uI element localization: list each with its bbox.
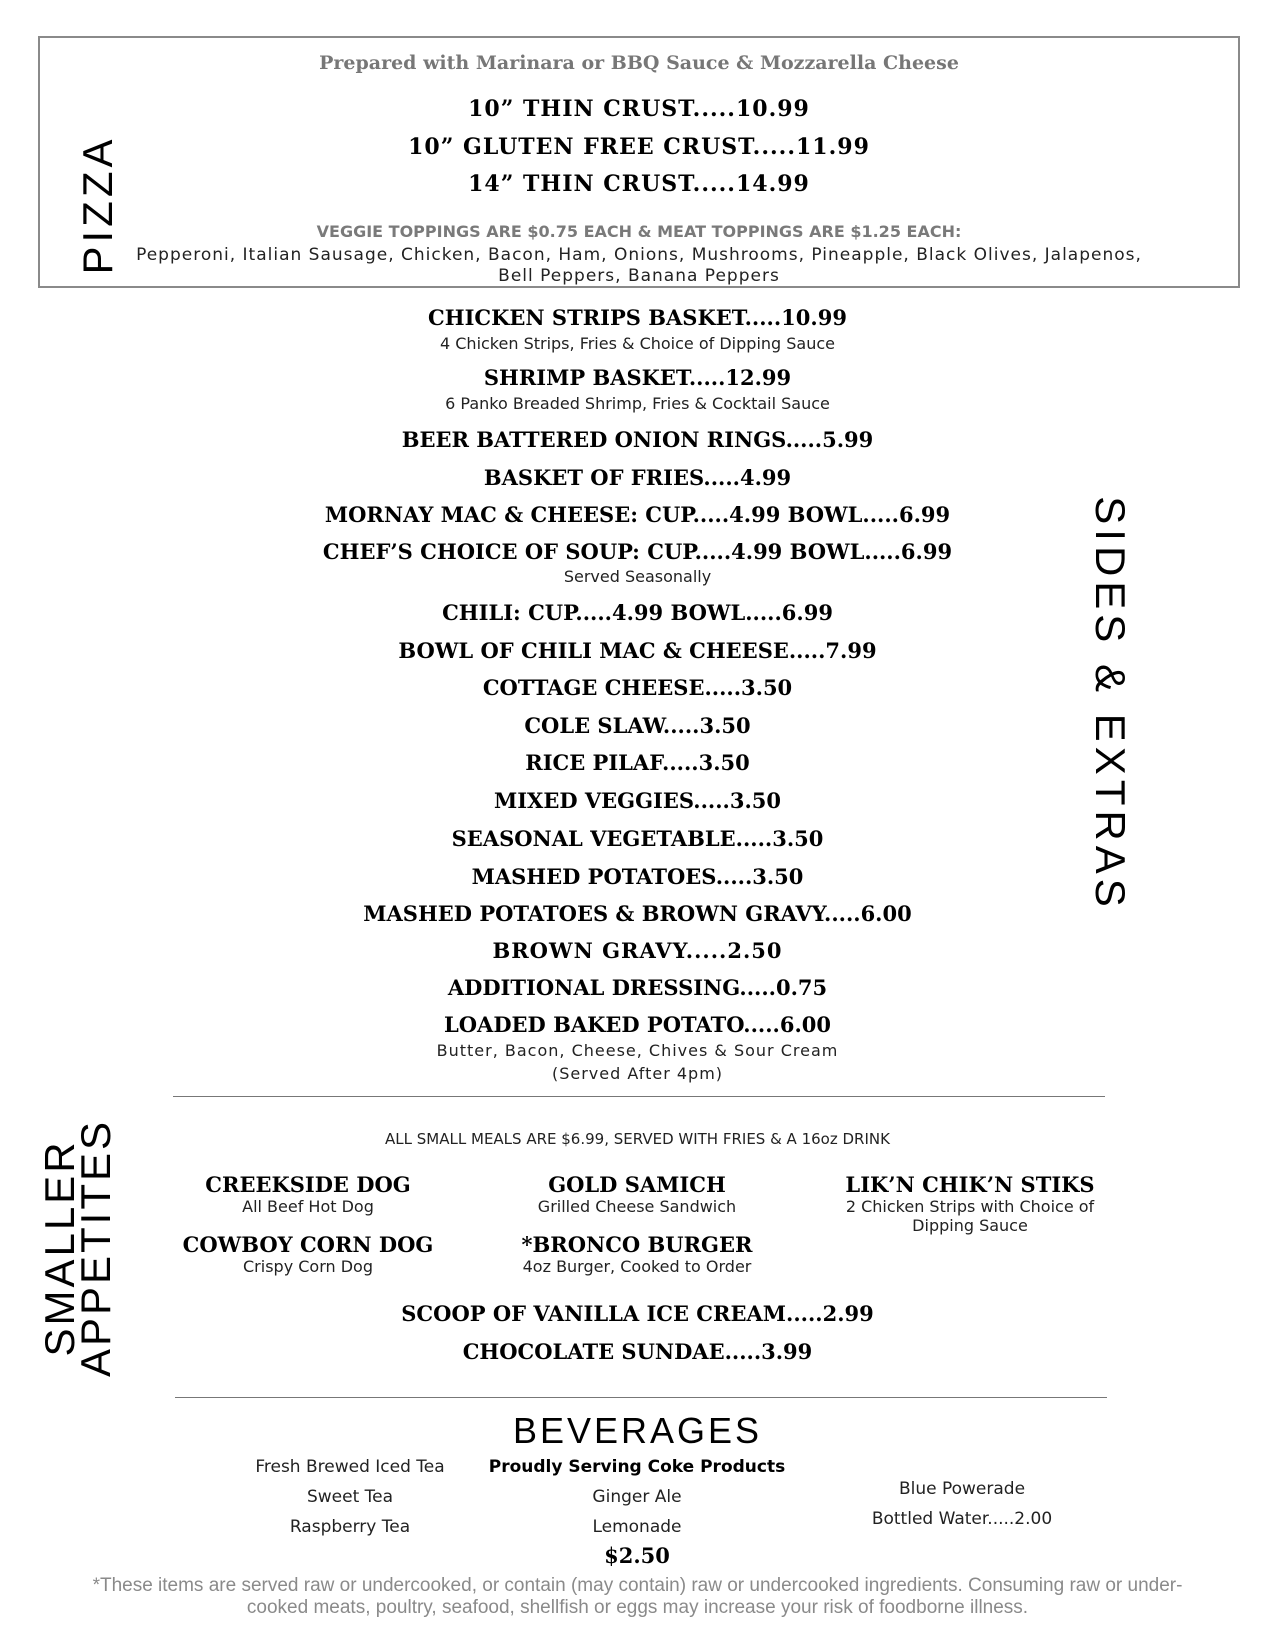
smaller-label-line1: SMALLER (36, 1139, 83, 1357)
footnote-line: cooked meats, poultry, seafood, shellfish or eggs may increase your risk of foodborne illness. (246, 1597, 1029, 1618)
small-meal-desc: Grilled Cheese Sandwich (537, 1197, 737, 1216)
pizza-section-label: PIZZA (74, 135, 121, 275)
pizza-item: 10” THIN CRUST.....10.99 (468, 96, 810, 122)
menu-item-title: BASKET OF FRIES.....4.99 (483, 465, 792, 490)
menu-item-title: MIXED VEGGIES.....3.50 (493, 788, 781, 813)
menu-item-desc: 4 Chicken Strips, Fries & Choice of Dipping Sauce (439, 334, 836, 353)
menu-item-title: SEASONAL VEGETABLE.....3.50 (451, 826, 824, 851)
section-divider (173, 1096, 1105, 1097)
small-meal-title: *BRONCO BURGER (521, 1232, 753, 1257)
menu-item-desc: Butter, Bacon, Cheese, Chives & Sour Cream (436, 1041, 839, 1060)
menu-item-title: SHRIMP BASKET.....12.99 (483, 365, 792, 390)
menu-item-desc: (Served After 4pm) (551, 1064, 724, 1083)
food-safety-footnote (30, 1575, 1245, 1619)
small-meal (487, 1232, 787, 1276)
toppings-list: Bell Peppers, Banana Peppers (498, 266, 780, 286)
beverage-item: Raspberry Tea (289, 1517, 411, 1537)
beverages-title: BEVERAGES (512, 1410, 763, 1451)
small-meals-note: ALL SMALL MEALS ARE $6.99, SERVED WITH FRIES & A 16oz DRINK (385, 1130, 890, 1148)
beverage-item: Fresh Brewed Iced Tea (255, 1457, 445, 1477)
section-divider (175, 1397, 1107, 1398)
menu-item-title: CHILI: CUP.....4.99 BOWL.....6.99 (442, 600, 833, 625)
small-meal-desc: All Beef Hot Dog (242, 1197, 374, 1216)
dessert-item: CHOCOLATE SUNDAE.....3.99 (462, 1339, 813, 1364)
beverage-item: Bottled Water.....2.00 (871, 1509, 1053, 1529)
dessert-item: SCOOP OF VANILLA ICE CREAM.....2.99 (401, 1301, 874, 1326)
menu-item-title: RICE PILAF.....3.50 (525, 750, 750, 775)
beverage-item: Ginger Ale (592, 1487, 682, 1507)
beverage-item: Blue Powerade (898, 1479, 1026, 1499)
sides-section-label: SIDES & EXTRAS (1087, 496, 1134, 912)
small-meal-title: LIK’N CHIK’N STIKS (845, 1172, 1095, 1197)
small-meal-desc: Dipping Sauce (912, 1216, 1028, 1235)
footnote-line: *These items are served raw or undercooked, or contain (may contain) raw or undercooked ingredients. Consuming raw or under- (92, 1575, 1183, 1596)
beverage-heading: Proudly Serving Coke Products (488, 1457, 786, 1477)
beverage-price: $2.50 (604, 1543, 670, 1568)
menu-item-title: COLE SLAW.....3.50 (524, 713, 751, 738)
small-meal-title: CREEKSIDE DOG (205, 1172, 411, 1197)
beverage-item: Lemonade (592, 1517, 682, 1537)
small-meal (487, 1172, 787, 1216)
smaller-label-line2: APPETITES (72, 1118, 119, 1378)
small-meal-desc: Crispy Corn Dog (243, 1257, 373, 1276)
small-meal-desc: 4oz Burger, Cooked to Order (522, 1257, 752, 1276)
menu-item-title: ADDITIONAL DRESSING.....0.75 (447, 975, 828, 1000)
small-meal-title: COWBOY CORN DOG (182, 1232, 434, 1257)
pizza-subtitle: Prepared with Marinara or BBQ Sauce & Mozzarella Cheese (319, 52, 959, 74)
menu-item-desc: Served Seasonally (563, 567, 712, 586)
pizza-section (38, 36, 1240, 288)
menu-item-title: COTTAGE CHEESE.....3.50 (482, 675, 793, 700)
menu-item-title: LOADED BAKED POTATO.....6.00 (443, 1012, 831, 1037)
beverage-item: Sweet Tea (306, 1487, 394, 1507)
small-meal-desc: 2 Chicken Strips with Choice of (845, 1197, 1095, 1216)
menu-item-title: BEER BATTERED ONION RINGS.....5.99 (401, 427, 874, 452)
menu-item-title: CHICKEN STRIPS BASKET.....10.99 (428, 305, 847, 330)
small-meal (820, 1172, 1120, 1235)
toppings-list: Pepperoni, Italian Sausage, Chicken, Bacon, Ham, Onions, Mushrooms, Pineapple, Black Olives, Jalapenos, (136, 245, 1142, 265)
menu-item-title: MASHED POTATOES & BROWN GRAVY.....6.00 (363, 901, 912, 926)
pizza-item: 10” GLUTEN FREE CRUST.....11.99 (408, 134, 870, 160)
menu-item-desc: 6 Panko Breaded Shrimp, Fries & Cocktail Sauce (445, 394, 830, 413)
small-meal (158, 1172, 458, 1216)
pizza-item: 14” THIN CRUST.....14.99 (468, 171, 810, 197)
toppings-heading: VEGGIE TOPPINGS ARE $0.75 EACH & MEAT TOPPINGS ARE $1.25 EACH: (316, 222, 962, 241)
small-meal-title: GOLD SAMICH (548, 1172, 726, 1197)
menu-item-title: CHEF’S CHOICE OF SOUP: CUP.....4.99 BOWL.....6.99 (322, 539, 953, 564)
menu-item-title: MORNAY MAC & CHEESE: CUP.....4.99 BOWL.....6.99 (324, 502, 951, 527)
menu-item-title: BROWN GRAVY.....2.50 (492, 938, 783, 963)
small-meal (158, 1232, 458, 1276)
menu-item-title: MASHED POTATOES.....3.50 (471, 864, 804, 889)
menu-item-title: BOWL OF CHILI MAC & CHEESE.....7.99 (398, 638, 877, 663)
